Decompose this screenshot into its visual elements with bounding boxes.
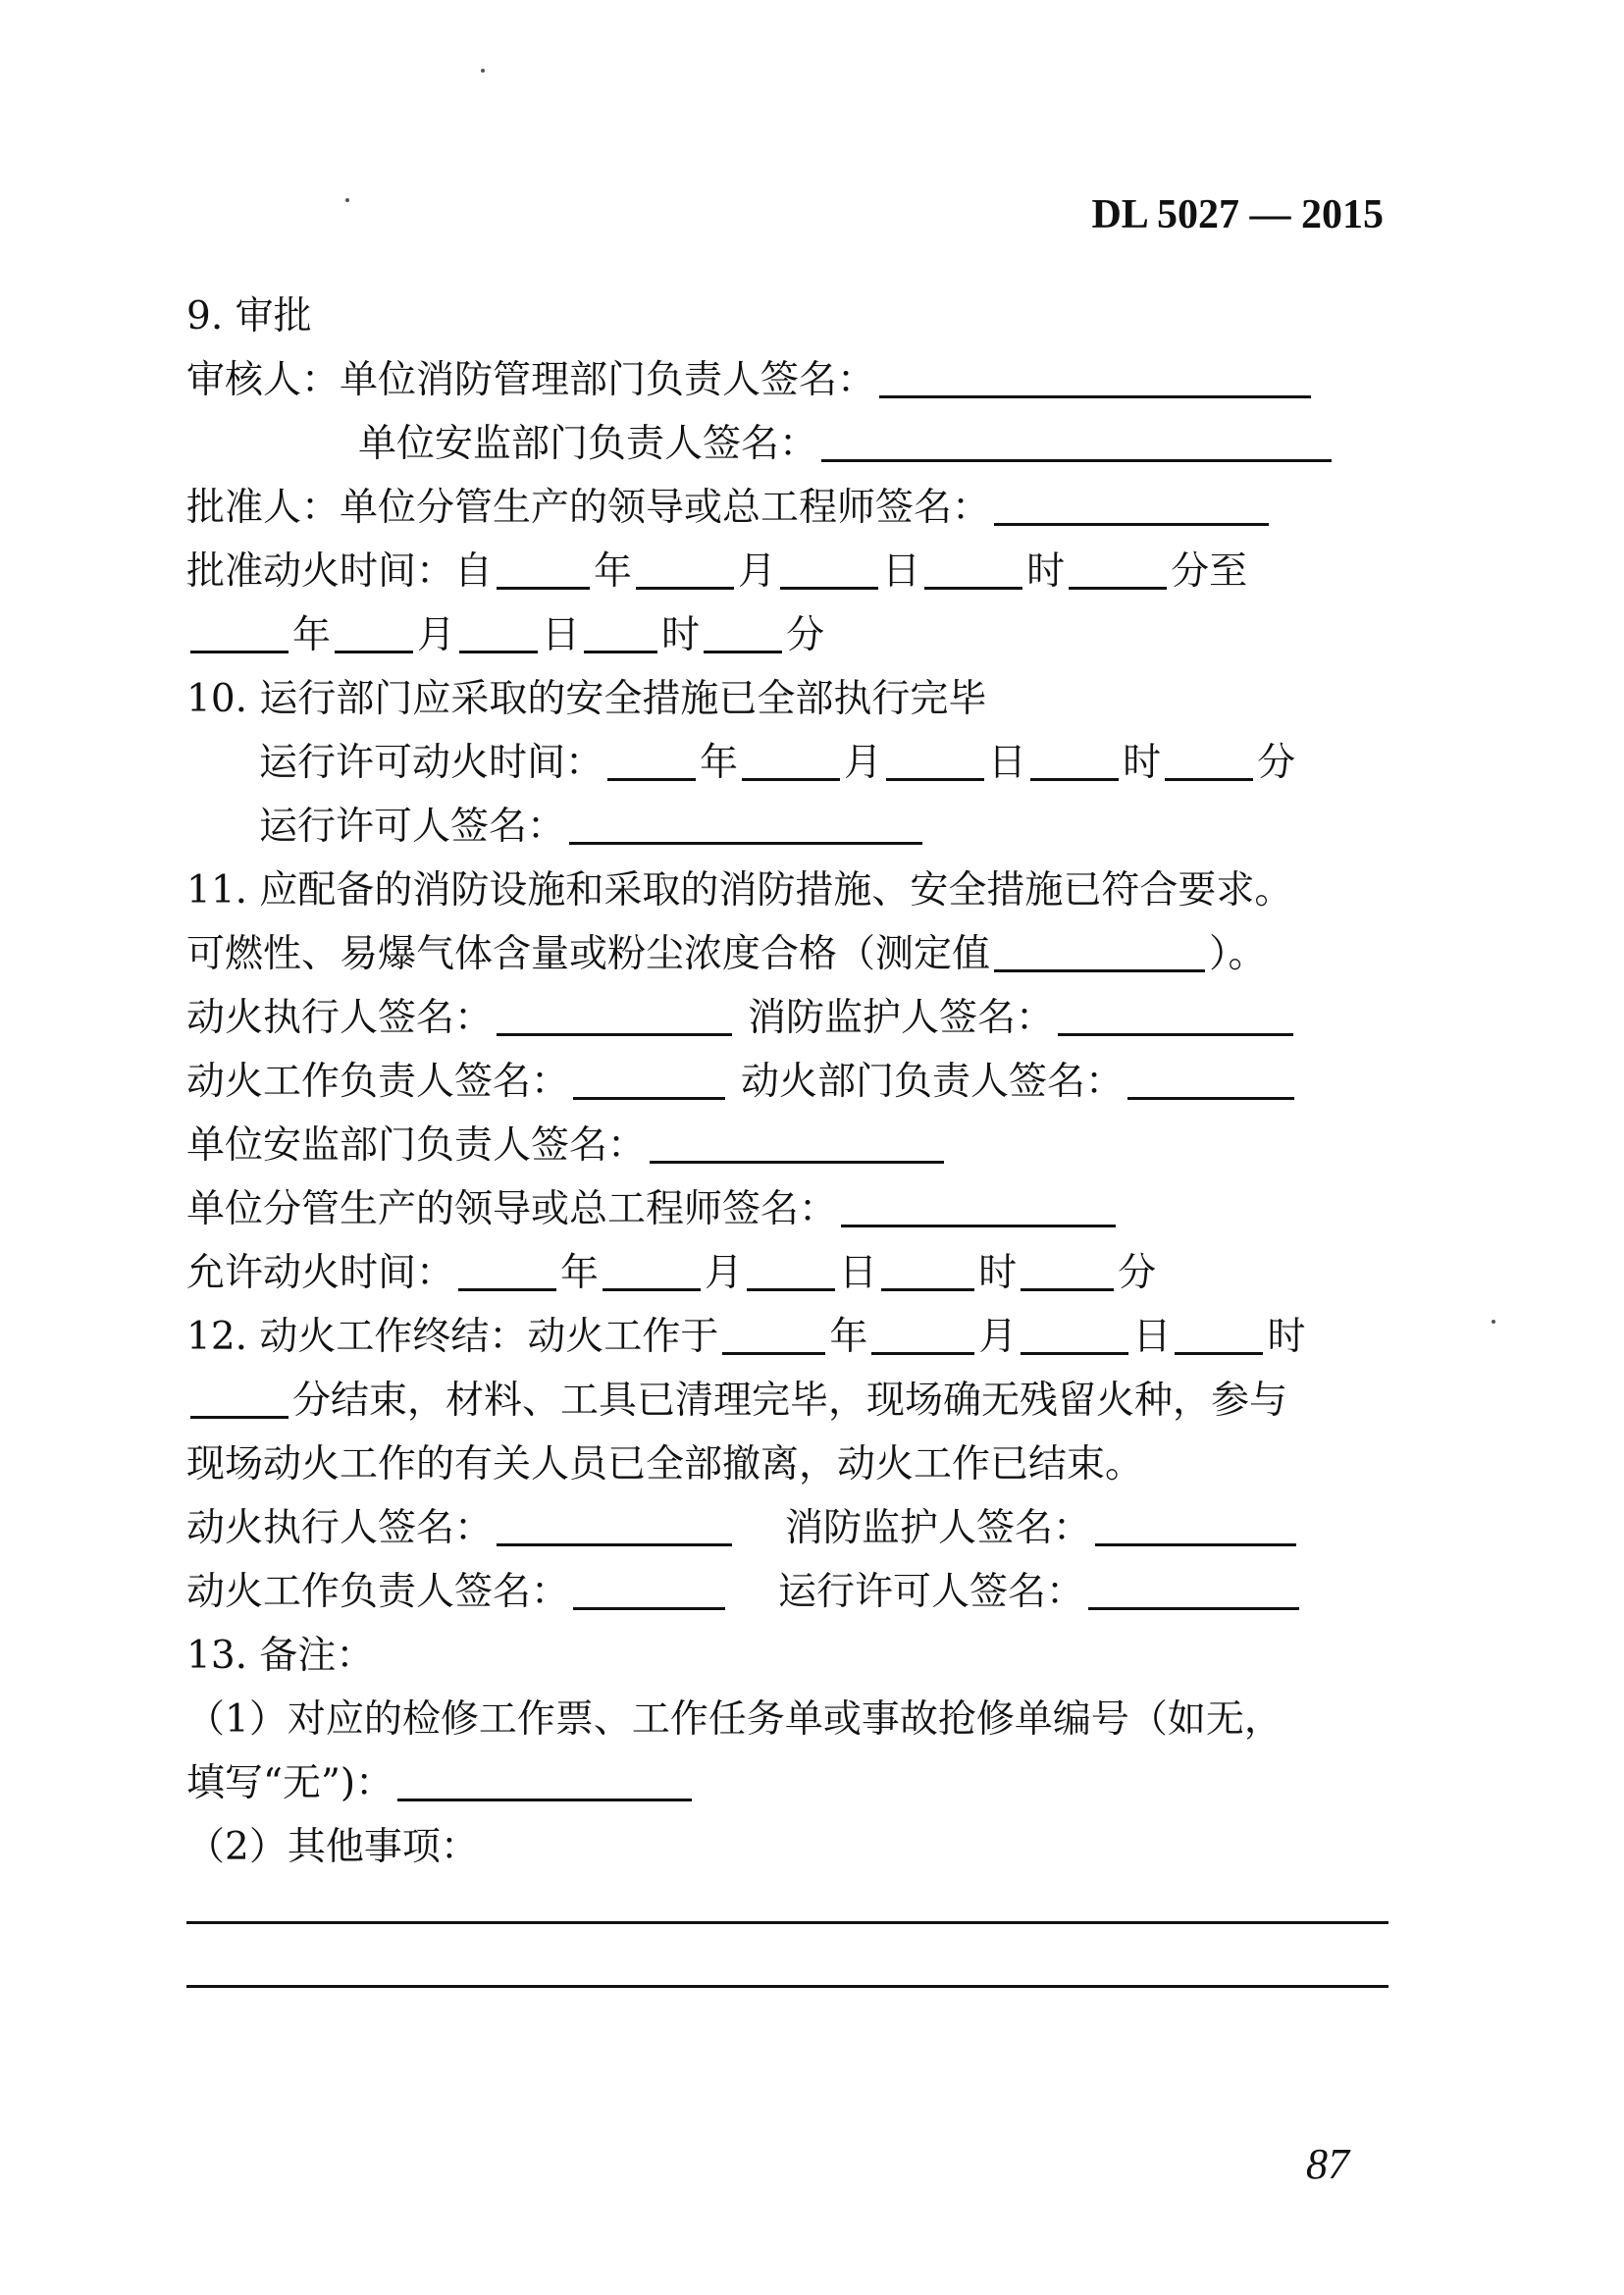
s12-end-row-3 — [186, 1437, 1143, 1492]
note-1-text-b: 填写“无”)： — [186, 1761, 394, 1805]
work-leader-sign-field[interactable] — [573, 1093, 725, 1100]
note-1-row-b — [186, 1756, 696, 1811]
minute-unit: 分 — [1118, 1251, 1157, 1295]
allow-hour-field[interactable] — [881, 1284, 974, 1291]
s11-safety-sign-field[interactable] — [650, 1157, 944, 1164]
s11-safety-row — [186, 1119, 948, 1174]
permit-year-field[interactable] — [607, 774, 696, 781]
permit-minute-field[interactable] — [1165, 774, 1253, 781]
s11-chief-row — [186, 1182, 1120, 1237]
allow-time-label: 允许动火时间： — [186, 1251, 455, 1295]
end-hour-field[interactable] — [1175, 1348, 1263, 1355]
allow-year-field[interactable] — [458, 1284, 556, 1291]
day-unit: 日 — [1132, 1315, 1172, 1359]
allow-month-field[interactable] — [602, 1284, 701, 1291]
s11-chief-sign-field[interactable] — [841, 1221, 1116, 1227]
s12-end-text: 分结束，材料、工具已清理完毕，现场确无残留火种，参与 — [292, 1379, 1288, 1423]
permit-hour-field[interactable] — [1030, 774, 1119, 781]
minute-unit: 分 — [1257, 741, 1296, 785]
s12-leader-sign-field[interactable] — [573, 1603, 725, 1610]
s11-leader-row — [186, 1055, 1298, 1110]
section-10-title-text: 10. 运行部门应采取的安全措施已全部执行完毕 — [186, 677, 987, 721]
minute-unit: 分 — [786, 613, 825, 657]
section-9-title-text: 9. 审批 — [186, 294, 312, 339]
hour-unit: 时 — [1267, 1315, 1306, 1359]
end-month-field[interactable] — [871, 1348, 974, 1355]
ticket-number-field[interactable] — [397, 1795, 692, 1801]
scan-speck — [481, 69, 485, 73]
s12-fire-watch-sign-field[interactable] — [1095, 1539, 1296, 1546]
dept-leader-sign-label: 动火部门负责人签名： — [741, 1060, 1125, 1104]
work-leader-sign-label: 动火工作负责人签名： — [186, 1060, 570, 1104]
permit-month-field[interactable] — [742, 774, 840, 781]
fire-mgmt-sign-label: 单位消防管理部门负责人签名： — [340, 358, 876, 402]
reviewer-fire-mgmt-row — [186, 353, 1315, 408]
s12-line3: 现场动火工作的有关人员已全部撤离，动火工作已结束。 — [186, 1442, 1144, 1487]
approver-label: 批准人： — [186, 486, 341, 530]
s11-executor-row — [186, 991, 1297, 1046]
executor-sign-label: 动火执行人签名： — [186, 996, 494, 1040]
s12-executor-sign-label: 动火执行人签名： — [186, 1506, 494, 1550]
minute-to-unit: 分至 — [1171, 549, 1248, 594]
permit-sign-field[interactable] — [569, 838, 922, 845]
permit-time-label: 运行许可动火时间： — [259, 741, 604, 785]
reviewer-label: 审核人： — [186, 358, 341, 402]
other-items-line-2[interactable] — [186, 1985, 1388, 1988]
s11-safety-sign-label: 单位安监部门负责人签名： — [186, 1123, 647, 1168]
month-unit: 月 — [738, 549, 777, 594]
day-unit: 日 — [542, 613, 581, 657]
page-number: 87 — [1306, 2140, 1349, 2188]
end-day-field[interactable] — [1021, 1348, 1128, 1355]
s12-permit-sign-label: 运行许可人签名： — [778, 1570, 1085, 1614]
s12-leader-row — [186, 1565, 1303, 1620]
other-items-line-1[interactable] — [186, 1921, 1388, 1924]
year-unit: 年 — [594, 549, 633, 594]
s12-end-row-2 — [186, 1374, 1287, 1429]
allow-day-field[interactable] — [747, 1284, 835, 1291]
approval-end-minute-field[interactable] — [704, 647, 782, 653]
approval-end-year-field[interactable] — [190, 647, 288, 653]
approval-start-month-field[interactable] — [636, 583, 734, 590]
month-unit: 月 — [417, 613, 456, 657]
section-11-title — [186, 863, 1292, 918]
hour-unit: 时 — [1123, 741, 1162, 785]
note-1-text: （1）对应的检修工作票、工作任务单或事故抢修单编号（如无， — [186, 1697, 1283, 1742]
s12-executor-sign-field[interactable] — [497, 1539, 732, 1546]
approver-sign-field[interactable] — [994, 519, 1269, 526]
month-unit: 月 — [978, 1315, 1018, 1359]
approver-leader-sign-label: 单位分管生产的领导或总工程师签名： — [340, 486, 991, 530]
document-code: DL 5027 — 2015 — [1091, 192, 1384, 237]
year-unit: 年 — [560, 1251, 600, 1295]
month-unit: 月 — [844, 741, 883, 785]
s12-leader-sign-label: 动火工作负责人签名： — [186, 1570, 570, 1614]
note-1-row-a — [186, 1693, 1283, 1747]
scan-speck — [345, 198, 349, 202]
fire-watch-sign-field[interactable] — [1058, 1029, 1293, 1036]
month-unit: 月 — [705, 1251, 744, 1295]
approval-start-day-field[interactable] — [780, 583, 878, 590]
approval-time-row-2 — [186, 608, 824, 663]
hour-unit: 时 — [978, 1251, 1018, 1295]
approval-time-row-1 — [186, 545, 1247, 600]
end-year-field[interactable] — [722, 1348, 825, 1355]
permit-sign-label: 运行许可人签名： — [259, 805, 566, 849]
safety-sign-label: 单位安监部门负责人签名： — [358, 422, 818, 466]
s12-executor-row — [186, 1501, 1300, 1556]
approval-end-hour-field[interactable] — [584, 647, 657, 653]
section-10-title — [186, 672, 986, 727]
s12-fire-watch-sign-label: 消防监护人签名： — [785, 1506, 1092, 1550]
section-13-title-text: 13. 备注： — [186, 1634, 375, 1678]
note-2-row — [186, 1820, 479, 1875]
section-9-title — [186, 289, 312, 344]
day-unit: 日 — [882, 549, 921, 594]
s12-prefix: 12. 动火工作终结：动火工作于 — [186, 1315, 719, 1359]
gas-measure-field[interactable] — [994, 965, 1205, 972]
year-unit: 年 — [292, 613, 332, 657]
permit-sign-row — [259, 800, 926, 855]
approval-end-day-field[interactable] — [459, 647, 538, 653]
allow-minute-field[interactable] — [1021, 1284, 1114, 1291]
approval-start-year-field[interactable] — [497, 583, 590, 590]
dept-leader-sign-field[interactable] — [1127, 1093, 1294, 1100]
allow-time-row — [186, 1246, 1156, 1301]
hour-unit: 时 — [1026, 549, 1066, 594]
gas-measure-row — [186, 927, 1267, 982]
day-unit: 日 — [839, 1251, 878, 1295]
section-13-title — [186, 1629, 374, 1684]
approval-start-minute-field[interactable] — [1069, 583, 1167, 590]
s12-permit-sign-field[interactable] — [1088, 1603, 1299, 1610]
scan-speck — [1492, 1320, 1495, 1324]
hour-unit: 时 — [661, 613, 701, 657]
end-minute-field[interactable] — [190, 1412, 288, 1419]
approval-end-month-field[interactable] — [335, 647, 413, 653]
approval-time-label: 批准动火时间：自 — [186, 549, 494, 594]
fire-mgmt-sign-field[interactable] — [879, 391, 1311, 398]
s12-end-row-1 — [186, 1310, 1305, 1365]
permit-time-row — [259, 736, 1295, 791]
section-11-title-text: 11. 应配备的消防设施和采取的消防措施、安全措施已符合要求。 — [186, 868, 1293, 913]
gas-measure-label: 可燃性、易爆气体含量或粉尘浓度合格（测定值 — [186, 932, 991, 976]
year-unit: 年 — [700, 741, 739, 785]
s11-chief-sign-label: 单位分管生产的领导或总工程师签名： — [186, 1187, 838, 1231]
fire-watch-sign-label: 消防监护人签名： — [748, 996, 1055, 1040]
approver-row — [186, 481, 1273, 536]
executor-sign-field[interactable] — [497, 1029, 732, 1036]
safety-sign-field[interactable] — [821, 455, 1332, 462]
note-2-text: （2）其他事项： — [186, 1825, 479, 1869]
day-unit: 日 — [988, 741, 1027, 785]
year-unit: 年 — [829, 1315, 868, 1359]
approval-start-hour-field[interactable] — [924, 583, 1022, 590]
permit-day-field[interactable] — [886, 774, 984, 781]
safety-dept-row — [358, 417, 1336, 472]
gas-measure-suffix: ）。 — [1209, 932, 1267, 976]
